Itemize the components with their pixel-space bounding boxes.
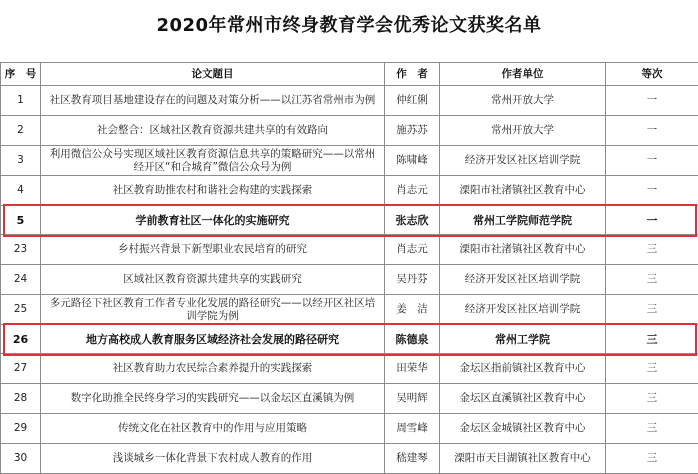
row-grade-cell: 三: [606, 444, 698, 474]
row-author-cell: 田荣华: [385, 354, 440, 384]
table-row: [1, 354, 698, 384]
table-row-highlighted: [1, 325, 698, 354]
row-paper-title-cell: 区域社区教育资源共建共享的实践研究: [41, 265, 385, 295]
row-seq-cell: 29: [1, 414, 41, 444]
row-author-cell: 肖志元: [385, 176, 440, 206]
row-grade-cell: 三: [606, 414, 698, 444]
row-paper-title-cell: 利用微信公众号实现区域社区教育资源信息共享的策略研究——以常州经开区“和合城育”微信公众号为例: [41, 146, 385, 176]
row-seq-cell: 1: [1, 86, 41, 116]
row-seq-cell: 28: [1, 384, 41, 414]
awards-table: [0, 62, 698, 474]
row-unit-cell: 金坛区指前镇社区教育中心: [440, 354, 606, 384]
table-row-highlighted: [1, 206, 698, 235]
row-paper-title-cell: 社区教育助推农村和谐社会构建的实践探索: [41, 176, 385, 206]
row-paper-title-cell: 多元路径下社区教育工作者专业化发展的路径研究——以经开区社区培训学院为例: [41, 295, 385, 325]
row-seq-cell: 25: [1, 295, 41, 325]
document-title: 2020年常州市终身教育学会优秀论文获奖名单: [0, 13, 698, 39]
header-grade: 等次: [606, 63, 698, 86]
row-grade-cell: 一: [606, 86, 698, 116]
row-seq-cell: 30: [1, 444, 41, 474]
row-author-cell: 施苏苏: [385, 116, 440, 146]
row-grade-cell: 三: [606, 325, 698, 354]
row-unit-cell: 常州开放大学: [440, 86, 606, 116]
row-paper-title-cell: 社区教育项目基地建设存在的问题及对策分析——以江苏省常州市为例: [41, 86, 385, 116]
row-seq-cell: 23: [1, 235, 41, 265]
row-unit-cell: 常州工学院: [440, 325, 606, 354]
row-grade-cell: 一: [606, 206, 698, 235]
row-grade-cell: 一: [606, 116, 698, 146]
row-seq-cell: 3: [1, 146, 41, 176]
table-row: [1, 265, 698, 295]
row-unit-cell: 经济开发区社区培训学院: [440, 295, 606, 325]
row-unit-cell: 经济开发区社区培训学院: [440, 146, 606, 176]
row-paper-title-cell: 传统文化在社区教育中的作用与应用策略: [41, 414, 385, 444]
row-author-cell: 陈德泉: [385, 325, 440, 354]
row-unit-cell: 金坛区金城镇社区教育中心: [440, 414, 606, 444]
row-paper-title-cell: 社区教育助力农民综合素养提升的实践探索: [41, 354, 385, 384]
row-author-cell: 姜 洁: [385, 295, 440, 325]
row-author-cell: 周雪峰: [385, 414, 440, 444]
row-seq-cell: 2: [1, 116, 41, 146]
row-paper-title-cell: 地方高校成人教育服务区域经济社会发展的路径研究: [41, 325, 385, 354]
row-paper-title-cell: 数字化助推全民终身学习的实践研究——以金坛区直溪镇为例: [41, 384, 385, 414]
row-paper-title-cell: 学前教育社区一体化的实施研究: [41, 206, 385, 235]
row-grade-cell: 三: [606, 354, 698, 384]
row-paper-title-cell: 乡村振兴背景下新型职业农民培育的研究: [41, 235, 385, 265]
table-row: [1, 146, 698, 176]
row-author-cell: 吴丹芬: [385, 265, 440, 295]
table-body: [1, 86, 698, 474]
row-author-cell: 吴明辉: [385, 384, 440, 414]
table-row: [1, 414, 698, 444]
row-paper-title-cell: 浅谈城乡一体化背景下农村成人教育的作用: [41, 444, 385, 474]
row-author-cell: 肖志元: [385, 235, 440, 265]
header-seq: 序 号: [1, 63, 41, 86]
row-paper-title-cell: 社会整合：区域社区教育资源共建共享的有效路向: [41, 116, 385, 146]
row-unit-cell: 溧阳市社渚镇社区教育中心: [440, 176, 606, 206]
row-seq-cell: 4: [1, 176, 41, 206]
row-grade-cell: 三: [606, 295, 698, 325]
row-seq-cell: 5: [1, 206, 41, 235]
row-unit-cell: 溧阳市天目湖镇社区教育中心: [440, 444, 606, 474]
row-author-cell: 仲红俐: [385, 86, 440, 116]
table-row: [1, 384, 698, 414]
row-grade-cell: 三: [606, 265, 698, 295]
table-row: [1, 86, 698, 116]
header-author: 作 者: [385, 63, 440, 86]
row-grade-cell: 三: [606, 235, 698, 265]
row-grade-cell: 三: [606, 384, 698, 414]
row-seq-cell: 26: [1, 325, 41, 354]
row-seq-cell: 24: [1, 265, 41, 295]
row-seq-cell: 27: [1, 354, 41, 384]
row-author-cell: 张志欣: [385, 206, 440, 235]
row-unit-cell: 经济开发区社区培训学院: [440, 265, 606, 295]
row-unit-cell: 常州开放大学: [440, 116, 606, 146]
row-grade-cell: 一: [606, 176, 698, 206]
row-unit-cell: 金坛区直溪镇社区教育中心: [440, 384, 606, 414]
table-row: [1, 235, 698, 265]
table-row: [1, 176, 698, 206]
table-row: [1, 444, 698, 474]
header-paper-title: 论文题目: [41, 63, 385, 86]
row-author-cell: 嵇建琴: [385, 444, 440, 474]
table-row: [1, 295, 698, 325]
row-unit-cell: 常州工学院师范学院: [440, 206, 606, 235]
table-row: [1, 116, 698, 146]
header-unit: 作者单位: [440, 63, 606, 86]
row-grade-cell: 一: [606, 146, 698, 176]
row-unit-cell: 溧阳市社渚镇社区教育中心: [440, 235, 606, 265]
table-header-row: [1, 63, 698, 86]
row-author-cell: 陈啸峰: [385, 146, 440, 176]
